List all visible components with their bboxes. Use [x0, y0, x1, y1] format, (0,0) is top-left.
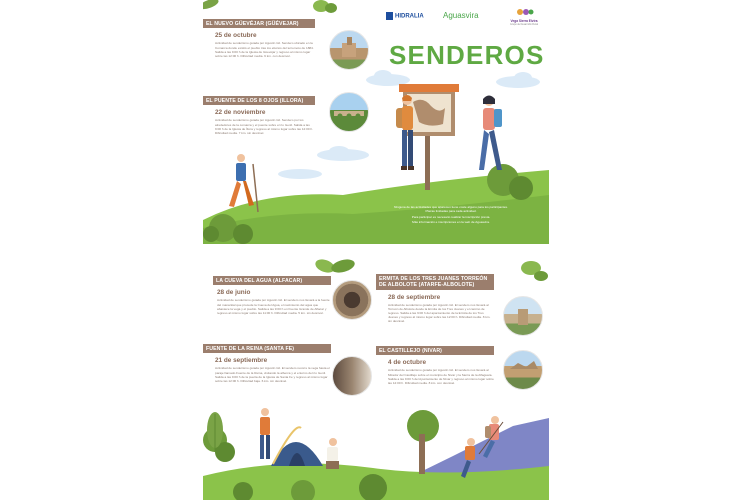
hiker-illustration — [225, 152, 265, 216]
hiker-illustration — [255, 406, 277, 466]
event-photo — [503, 350, 543, 390]
event-card — [203, 96, 315, 135]
hidralia-logo: HIDRALIA — [386, 12, 424, 20]
leaf-decoration — [515, 258, 549, 286]
event-description: Actividad de senderismo guiada por Agustín Gil. El sendero nos llevará al Mirador del Castillejo sobre el municipio de Nívar y la Sierra de la Alfaguara. Salida a las 9:00 h del Ayuntamiento de Nívar y regreso al mismo lugar sobre las 12:00 h. Dificultad media. 8 km. con desnivel. — [388, 368, 494, 385]
event-card — [203, 344, 331, 383]
event-card — [376, 346, 494, 385]
vega-sierra-mark-icon — [514, 7, 534, 17]
event-photo — [332, 280, 372, 320]
event-name: EL CASTILLEJO (NIVAR) — [376, 346, 494, 355]
leaf-decoration — [309, 0, 339, 18]
leaf-decoration — [203, 408, 233, 456]
event-name: ERMITA DE LOS TRES JUANES TORREÓN DE ALBOLOTE (ATARFE-ALBOLOTE) — [376, 274, 494, 290]
leaf-decoration — [203, 0, 233, 20]
hiker-illustration — [321, 436, 345, 476]
event-date: 28 de septiembre — [388, 293, 441, 301]
event-card — [203, 19, 315, 58]
event-photo — [332, 356, 372, 396]
cloud-decoration — [493, 70, 543, 90]
vega-sierra-logo: Vega Sierra Elvira Grupo de Desarrollo Rural — [507, 7, 541, 26]
hiker-illustration — [467, 92, 509, 196]
hidralia-mark-icon — [386, 12, 393, 20]
event-name: EL NUEVO GÜEVÉJAR (GÜÉVEJAR) — [203, 19, 315, 28]
page-title: SENDEROS — [389, 40, 545, 70]
event-photo — [329, 30, 369, 70]
event-card — [376, 274, 494, 323]
event-description: Actividad de senderismo guiada por Agustín Gil. El sendero nos llevará a la fuente del manantial que procede la Cueva del Agua, el nacimiento del agua que abastece la vega y el pueblo. Salida a las 9:00 h en Fuente Grande de Alfacar y regreso al mismo lugar sobre las 11:00 h. Dificultad media. 5 km. sin desnivel. — [217, 298, 330, 315]
hiker-illustration — [391, 92, 421, 192]
event-name: EL PUENTE DE LOS 8 OJOS (ILLORA) — [203, 96, 315, 105]
event-date: 4 de octubre — [388, 359, 426, 367]
event-description: Actividad de senderismo guiada por Agustín Gil. El sendero recorre la vega hasta el paraje llamado Fuente de la Reina, visitando la alberca y el entorno del río Genil. Salida a las 9:00 h de la puerta de la Iglesia de Santa Fe y regreso al mismo lugar sobre las 12:00 h. Dificultad baja. 6 km. sin desnivel. — [215, 366, 330, 383]
event-name: FUENTE DE LA REINA (SANTA FE) — [203, 344, 331, 353]
event-date: 28 de junio — [217, 289, 251, 297]
brochure-page-bottom — [203, 258, 549, 500]
hiker-illustration — [443, 412, 523, 482]
event-description: Actividad de senderismo guiada por Agustín Gil. Sendero por los alrededores de la comarca y el puente sobre el río Genil. Salida a las 9:00 h de la Iglesia de Íllora y regreso al mismo lugar sobre las 12:00 h. Dificultad media. 7 km. sin desnivel. — [215, 118, 314, 135]
event-description: Actividad de senderismo guiada por Agustín Gil. El sendero nos llevará al Torreón de Albolote desde la Ermita de los Tres Juanes y el camino de regreso. Salida a las 9:00 h del aparcamiento de la Ermita de los Tres Juanes y regreso al mismo lugar sobre las 12:00 h. Dificultad media. 8 km. sin desnivel. — [388, 302, 491, 324]
event-name: LA CUEVA DEL AGUA (ALFACAR) — [213, 276, 331, 285]
info-note: Ninguna de las actividades que aparecen tiene coste alguno para los participantes. Plazas limitadas para cada actividad. Para participar es necesario realizar la inscripción previa. Más información e inscripciones en la web de Aguasvira. — [394, 205, 508, 224]
aguasvira-logo: Aguasvira — [443, 11, 479, 20]
event-photo — [329, 92, 369, 132]
event-date: 22 de noviembre — [215, 109, 266, 117]
event-date: 21 de septiembre — [215, 357, 268, 365]
event-description: Actividad de senderismo guiada por Agustín Gil. Sendero ubicado en la Comarca donde existió el pueblo tras los efectos del terremoto de 1884. Salida a las 9:00 h de la Iglesia de Güevéjar y regreso al mismo lugar sobre las 12:00 h. Dificultad media. 9 km. con desnivel. — [215, 41, 314, 58]
event-date: 25 de octubre — [215, 32, 257, 40]
event-card — [213, 276, 331, 315]
event-photo — [503, 296, 543, 336]
brochure-page-top — [203, 0, 549, 244]
